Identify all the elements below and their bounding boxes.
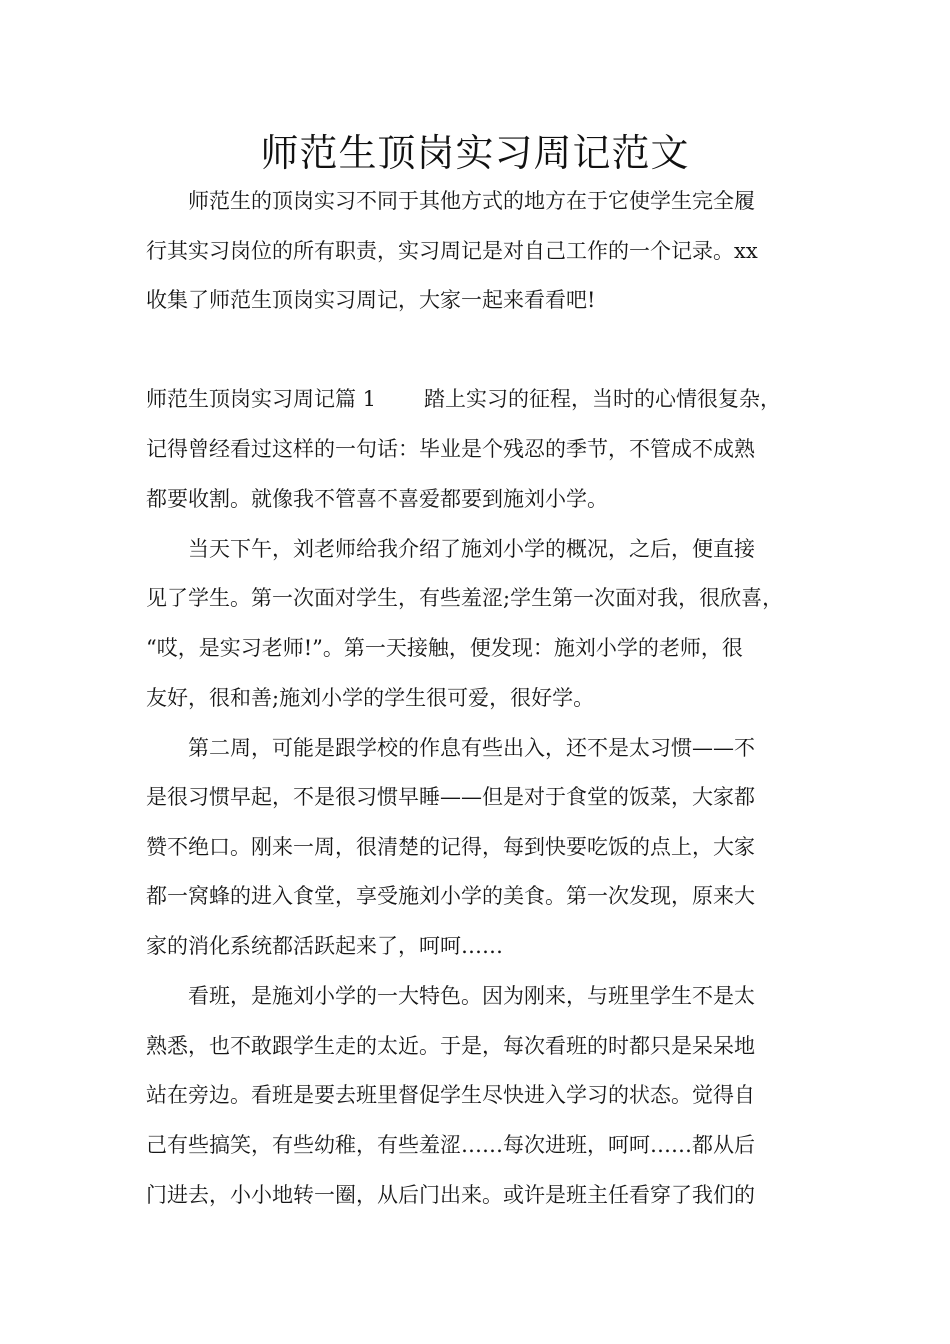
body-line-9: 赞不绝口。刚来一周，很清楚的记得，每到快要吃饭的点上，大家 (146, 835, 755, 859)
body-line-7: 第二周，可能是跟学校的作息有些出入，还不是太习惯——不 (188, 736, 755, 760)
document-title: 师范生顶岗实习周记范文 (260, 131, 690, 175)
body-line-6: 友好，很和善;施刘小学的学生很可爱，很好学。 (146, 686, 595, 710)
body-line-14: 站在旁边。看班是要去班里督促学生尽快进入学习的状态。觉得自 (146, 1083, 755, 1107)
body-line-10: 都一窝蜂的进入食堂，享受施刘小学的美食。第一次发现，原来大 (146, 884, 755, 908)
intro-line-1: 师范生的顶岗实习不同于其他方式的地方在于它使学生完全履 (188, 189, 755, 213)
body-line-16: 门进去，小小地转一圈，从后门出来。或许是班主任看穿了我们的 (146, 1183, 755, 1207)
intro-line-2: 行其实习岗位的所有职责，实习周记是对自己工作的一个记录。xx (146, 239, 758, 263)
body-line-3: 当天下午，刘老师给我介绍了施刘小学的概况，之后，便直接 (188, 537, 755, 561)
body-line-12: 看班，是施刘小学的一大特色。因为刚来，与班里学生不是太 (188, 984, 755, 1008)
body-line-4: 见了学生。第一次面对学生，有些羞涩;学生第一次面对我，很欣喜， (146, 586, 784, 610)
section-1-first-text: 踏上实习的征程，当时的心情很复杂， (424, 387, 782, 411)
body-line-1: 记得曾经看过这样的一句话：毕业是个残忍的季节，不管成不成熟 (146, 437, 755, 461)
section-1-first-line (146, 384, 826, 414)
body-line-11: 家的消化系统都活跃起来了，呵呵…… (146, 934, 503, 958)
intro-line-3: 收集了师范生顶岗实习周记，大家一起来看看吧! (146, 288, 596, 312)
body-line-5: “哎，是实习老师!”。第一天接触，便发现：施刘小学的老师，很 (146, 636, 743, 660)
body-line-13: 熟悉，也不敢跟学生走的太近。于是，每次看班的时都只是呆呆地 (146, 1034, 755, 1058)
body-line-15: 己有些搞笑，有些幼稚，有些羞涩……每次进班，呵呵……都从后 (146, 1133, 755, 1157)
body-line-2: 都要收割。就像我不管喜不喜爱都要到施刘小学。 (146, 487, 608, 511)
body-line-8: 是很习惯早起，不是很习惯早睡——但是对于食堂的饭菜，大家都 (146, 785, 755, 809)
section-1-heading: 师范生顶岗实习周记篇 1 (146, 387, 377, 411)
